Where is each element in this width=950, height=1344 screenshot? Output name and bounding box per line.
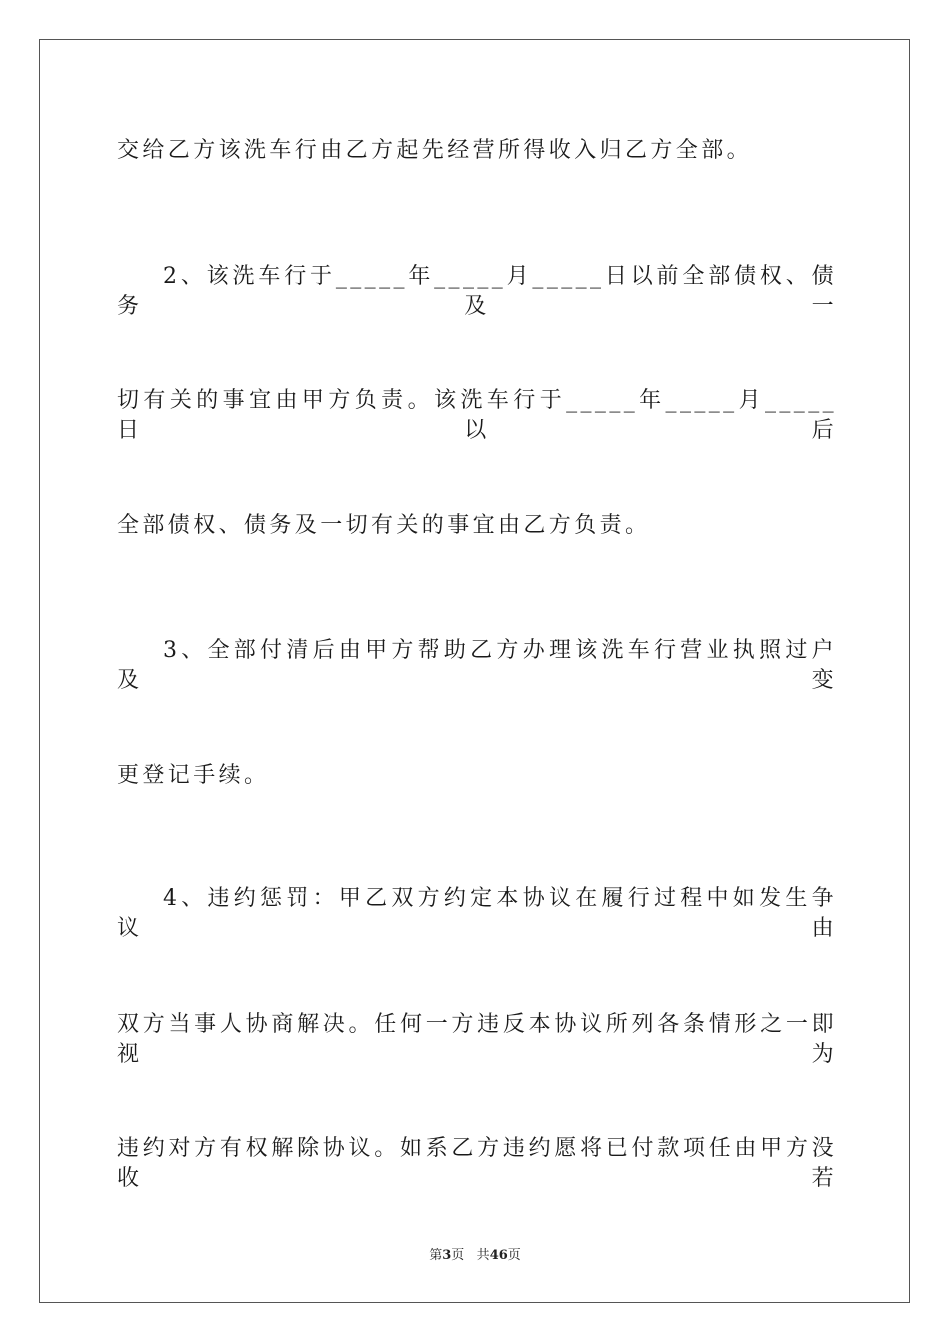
total-pages: 46 (489, 1248, 508, 1263)
total-prefix: 共 (476, 1248, 490, 1263)
paragraph-line-9: 违约对方有权解除协议。如系乙方违约愿将已付款项任由甲方没收若 (117, 1136, 837, 1191)
paragraph-line-1: 交给乙方该洗车行由乙方起先经营所得收入归乙方全部。 (117, 138, 753, 163)
paragraph-line-6: 更登记手续。 (117, 763, 270, 788)
paragraph-line-4: 全部债权、债务及一切有关的事宜由乙方负责。 (117, 513, 651, 538)
page-number: 3 (442, 1248, 452, 1263)
paragraph-line-5: 3、全部付清后由甲方帮助乙方办理该洗车行营业执照过户及变 (117, 638, 837, 693)
paragraph-line-3: 切有关的事宜由甲方负责。该洗车行于_____年_____月_____日以后 (117, 388, 837, 443)
paragraph-line-8: 双方当事人协商解决。任何一方违反本协议所列各条情形之一即视为 (117, 1012, 837, 1067)
page-footer (0, 1247, 950, 1265)
paragraph-line-7: 4、违约惩罚：甲乙双方约定本协议在履行过程中如发生争议由 (117, 886, 837, 941)
paragraph-line-2: 2、该洗车行于_____年_____月_____日以前全部债权、债务及一 (117, 264, 837, 319)
page-prefix: 第 (429, 1248, 443, 1263)
page-suffix: 页 (451, 1248, 465, 1263)
total-suffix: 页 (507, 1248, 521, 1263)
